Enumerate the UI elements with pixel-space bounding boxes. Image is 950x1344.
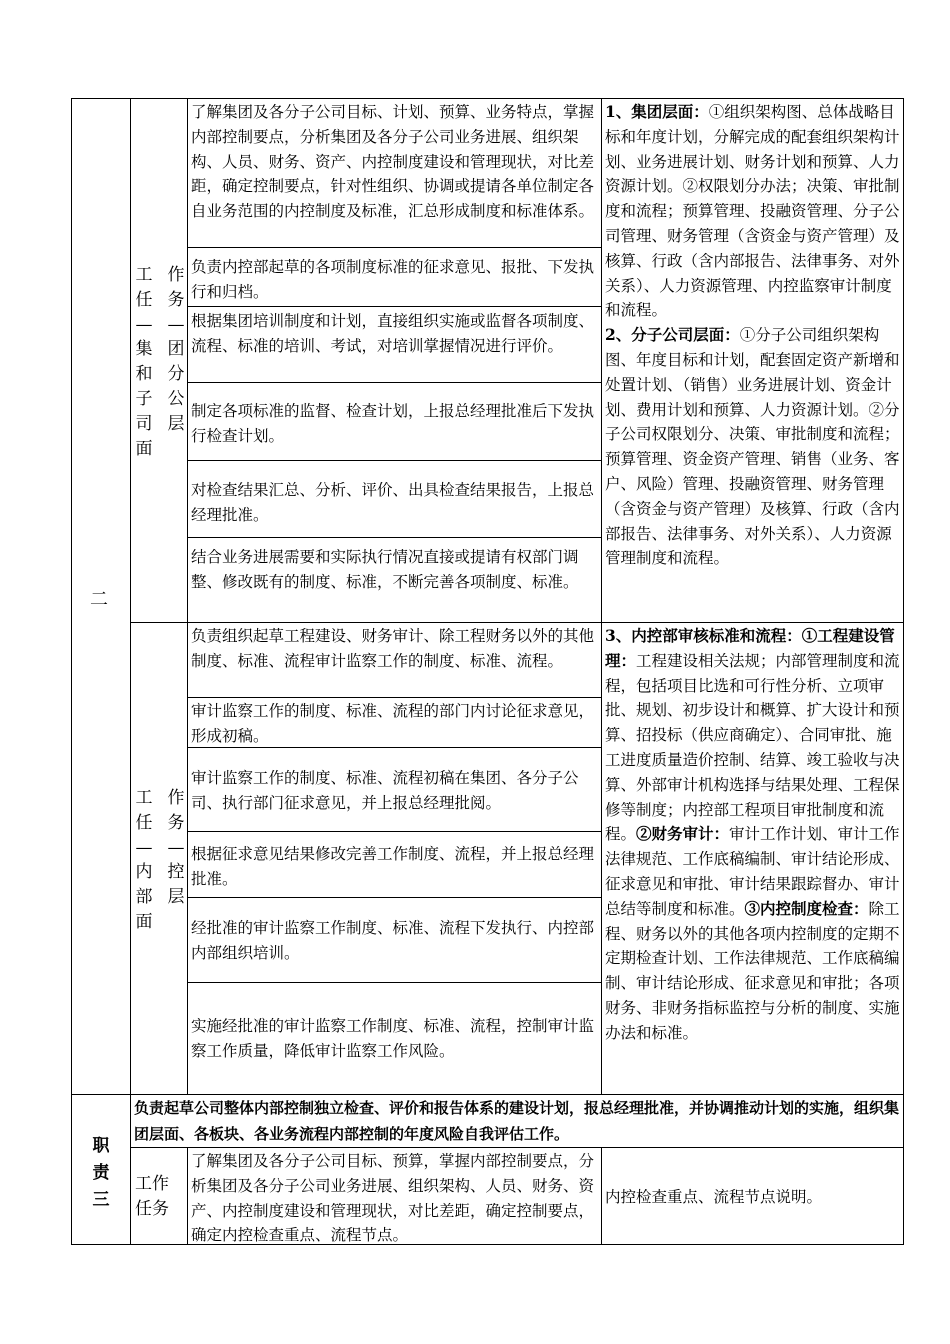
group1-label-left: 工任—集和子司面 [135,265,153,459]
row-line [187,382,601,383]
row-line [187,537,601,538]
section-separator [71,1094,904,1095]
group2-output-text-2: 审计工作计划、审计工作法律规范、工作底稿编制、审计结论形成、征求意见和审批、审计结果跟踪督办、审计总结等制度和标准。 [605,825,900,918]
section-three-duty: 负责起草公司整体内部控制独立检查、评价和报告体系的建设计划，报总经理批准，并协调推动计划的实施，组织集团层面、各板块、各业务流程内部控制的年度风险自我评估工作。 [134,1099,900,1143]
group1-label-right: 作务—团分公层 [167,265,185,434]
row-line [187,897,601,898]
group1-output-text-2: ①分子公司组织架构图、年度目标和计划，配套固定资产新增和处置计划、（销售）业务进展计划、资金计划、费用计划和预算、人力资源计划。②分子公司权限划分、决策、审批制度和流程；预算管理、资金资产管理、销售（业务、客户、风险）管理、投融资管理、财务管理（含资金与资产管理）及核算、行政（含内部报告、法律事务、对外关系）、人力资源管理制度和流程。 [605,326,900,568]
group2-task-2: 审计监察工作的制度、标准、流程的部门内讨论征求意见，形成初稿。 [191,702,595,745]
section-three-task: 了解集团及各分子公司目标、预算，掌握内部控制要点，分析集团及各分子公司业务进展、组织架构、人员、财务、资产、内控制度建设和管理现状，对比差距，确定控制要点，确定内控检查重点、流程节点。 [191,1152,595,1245]
section-three-output: 内控检查重点、流程节点说明。 [605,1188,823,1206]
group2-task-6: 实施经批准的审计监察工作制度、标准、流程，控制审计监察工作质量，降低审计监察工作风险。 [191,1017,595,1060]
group1-task-5: 对检查结果汇总、分析、评价、出具检查结果报告，上报总经理批准。 [191,481,595,524]
col-line-2b [187,1147,188,1245]
group2-output-text-1: 工程建设相关法规；内部管理制度和流程，包括项目比选和可行性分析、立项审批、规划、初步设计和概算、扩大设计和预算、招投标（供应商确定）、合同审批、施工进度质量造价控制、结算、竣工验收与决算、外部审计机构选择与结果处理、工程保修等制度；内控部工程项目审批制度和流程。 [605,651,900,844]
row-line [187,306,601,307]
group2-task-1: 负责组织起草工程建设、财务审计、除工程财务以外的其他制度、标准、流程审计监察工作的制度、标准、流程。 [191,627,595,670]
duty-line [130,1147,904,1148]
group1-task-3: 根据集团培训制度和计划，直接组织实施或监督各项制度、流程、标准的培训、考试，对培训掌握情况进行评价。 [191,312,595,355]
group-separator [130,622,904,623]
group2-task-4: 根据征求意见结果修改完善工作制度、流程，并上报总经理批准。 [191,845,595,888]
col-line-1 [130,98,131,1245]
group2-output-title-3: ③内控制度检查： [744,898,869,918]
group2-output-title-2: ②财务审计： [636,824,730,844]
group1-task-1: 了解集团及各分子公司目标、计划、预算、业务特点，掌握内部控制要点，分析集团及各分子公司业务进展、组织架构、人员、财务、资产、内控制度建设和管理现状，对比差距，确定控制要点，针对性组织、协调或提请各单位制定各自业务范围的内控制度及标准，汇总形成制度和标准体系。 [191,103,595,221]
group1-output-title-2: 2、分子公司层面： [605,325,740,345]
group1-output-title-1: 1、集团层面： [605,102,709,121]
group2-output-title-1: 3、内控部审核标准和流程：①工程建设管理： [605,626,895,670]
col-line-3 [601,98,602,1094]
row-line [187,460,601,461]
section-three-label: 职责三 [92,1136,110,1210]
section-three-task-label: 工作任务 [135,1174,169,1219]
row-line [187,831,601,832]
group1-task-4: 制定各项标准的监督、检查计划，上报总经理批准后下发执行检查计划。 [191,402,595,445]
group2-output [605,624,901,1046]
group1-output-text-1: ①组织架构图、总体战略目标和年度计划，分解完成的配套组织架构计划、业务进展计划、财务计划和预算、人力资源计划。②权限划分办法；决策、审批制度和流程；预算管理、投融资管理、分子公司管理、财务管理（含资金与资产管理）及核算、行政（含内部报告、法律事务、对外关系）、人力资源管理、内控监察审计制度和流程。 [605,103,900,320]
group2-task-3: 审计监察工作的制度、标准、流程初稿在集团、各分子公司、执行部门征求意见，并上报总经理批阅。 [191,769,579,812]
row-line [187,982,601,983]
row-line [187,697,601,698]
section-two-label: 二 [90,589,108,610]
group2-output-text-3: 除工程、财务以外的其他各项内控制度的定期不定期检查计划、工作法律规范、工作底稿编制、审计结论形成、征求意见和审批；各项财务、非财务指标监控与分析的制度、实施办法和标准。 [605,899,900,1042]
group2-label-right: 作务—控层 [167,788,185,908]
row-line [187,247,601,248]
group2-task-5: 经批准的审计监察工作制度、标准、流程下发执行、内控部内部组织培训。 [191,919,595,962]
group1-task-2: 负责内控部起草的各项制度标准的征求意见、报批、下发执行和归档。 [191,258,595,301]
group2-label-left: 工任—内部面 [135,788,153,932]
group1-output [605,100,901,571]
group1-task-6: 结合业务进展需要和实际执行情况直接或提请有权部门调整、修改既有的制度、标准，不断完善各项制度、标准。 [191,548,579,591]
col-line-3b [601,1147,602,1245]
